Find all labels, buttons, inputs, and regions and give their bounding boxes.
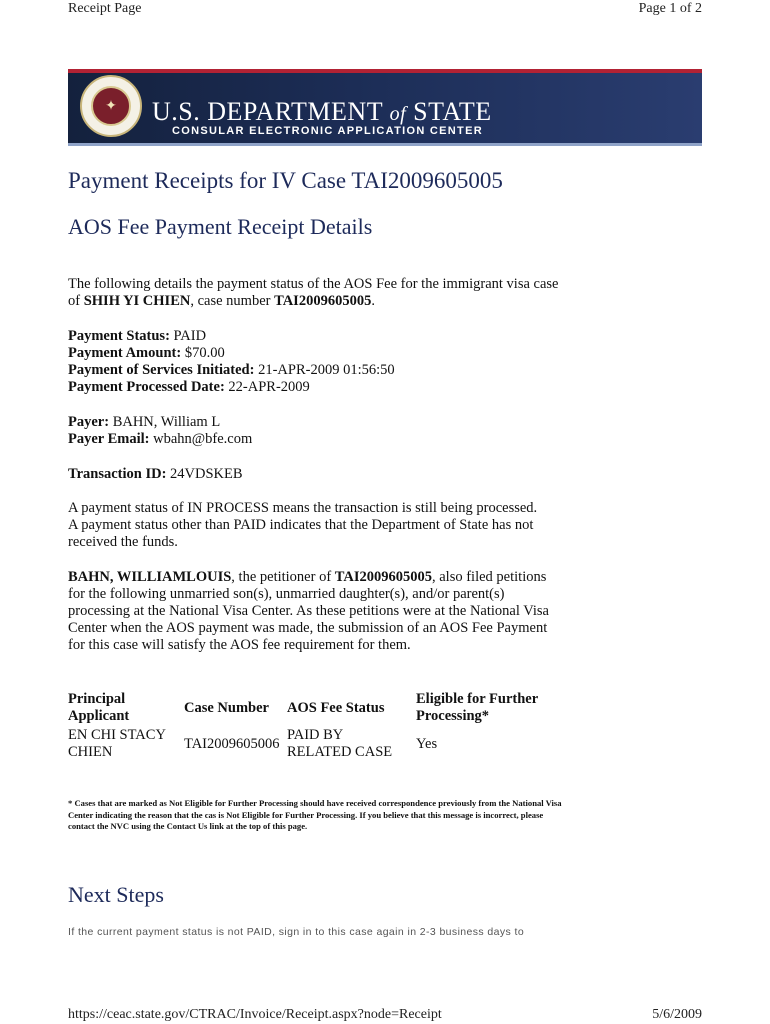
petitioner-case: TAI2009605005 bbox=[334, 569, 432, 585]
applicant-name: SHIH YI CHIEN bbox=[83, 293, 191, 309]
section-title: AOS Fee Payment Receipt Details bbox=[68, 214, 373, 239]
page-title: Payment Receipts for IV Case TAI2009605005 bbox=[68, 168, 503, 193]
table-cell-fee-status: PAID BY RELATED CASE bbox=[287, 727, 393, 760]
print-footer-date: 5/6/2009 bbox=[652, 1007, 702, 1022]
petitioner-paragraph: BAHN, WILLIAMLOUIS, the petitioner of TAI2009605005, also filed petitions for the following unmarried son(s), unmarried daughter(s), and/or parent(s) processing at the National Visa Center. As these petitions were at the National Visa Center when the AOS payment was made, the submission of an AOS Fee Payment for this case will satisfy the AOS fee requirement for them. bbox=[68, 569, 549, 653]
intro-paragraph: The following details the payment status of the AOS Fee for the immigrant visa case of SHIH YI CHIEN, case number TAI2009605005. bbox=[68, 276, 559, 309]
next-steps-title: Next Steps bbox=[68, 882, 164, 907]
payer-name: Payer: BAHN, William L bbox=[68, 414, 221, 430]
col-header-eligible: Eligible for Further Processing* bbox=[416, 691, 538, 724]
banner-top-stripe bbox=[68, 69, 702, 73]
transaction-id: Transaction ID: 24VDSKEB bbox=[68, 466, 243, 482]
payment-amount: Payment Amount: $70.00 bbox=[68, 345, 225, 361]
print-footer-url: https://ceac.state.gov/CTRAC/Invoice/Receipt.aspx?node=Receipt bbox=[68, 1007, 442, 1022]
petitioner-name: BAHN, WILLIAMLOUIS bbox=[68, 569, 232, 585]
eligibility-footnote: * Cases that are marked as Not Eligible for Further Processing should have received correspondence previously from the National Visa Center indicating the reason that the cas is Not Eligible for Further Processing. If you believe that this message is incorrect, please contact the NVC using the Contact Us link at the top of this page. bbox=[68, 798, 562, 831]
table-cell-case-number: TAI2009605006 bbox=[184, 736, 280, 752]
banner-bottom-stripe bbox=[68, 143, 702, 146]
print-header-title: Receipt Page bbox=[68, 1, 142, 16]
great-seal-icon: ✦ bbox=[80, 75, 142, 137]
print-header-page: Page 1 of 2 bbox=[638, 1, 702, 16]
table-cell-principal: EN CHI STACY CHIEN bbox=[68, 727, 166, 760]
payer-email: Payer Email: wbahn@bfe.com bbox=[68, 431, 253, 447]
dos-banner[interactable] bbox=[68, 69, 702, 146]
status-note: A payment status of IN PROCESS means the transaction is still being processed. A payment status other than PAID indicates that the Department of State has not received the funds. bbox=[68, 500, 538, 550]
col-header-case-number: Case Number bbox=[184, 700, 269, 716]
table-cell-eligible: Yes bbox=[416, 736, 438, 752]
col-header-principal: Principal Applicant bbox=[68, 691, 130, 724]
payment-processed-date: Payment Processed Date: 22-APR-2009 bbox=[68, 379, 310, 395]
col-header-fee-status: AOS Fee Status bbox=[287, 700, 385, 716]
payment-status: Payment Status: PAID bbox=[68, 328, 207, 344]
banner-department-title: U.S. DEPARTMENT of STATE bbox=[152, 97, 492, 126]
next-steps-body: If the current payment status is not PAID, sign in to this case again in 2-3 business days to bbox=[68, 926, 525, 938]
payment-initiated: Payment of Services Initiated: 21-APR-2009 01:56:50 bbox=[68, 362, 395, 378]
case-number: TAI2009605005 bbox=[274, 293, 372, 309]
banner-center-name: CONSULAR ELECTRONIC APPLICATION CENTER bbox=[172, 125, 483, 137]
